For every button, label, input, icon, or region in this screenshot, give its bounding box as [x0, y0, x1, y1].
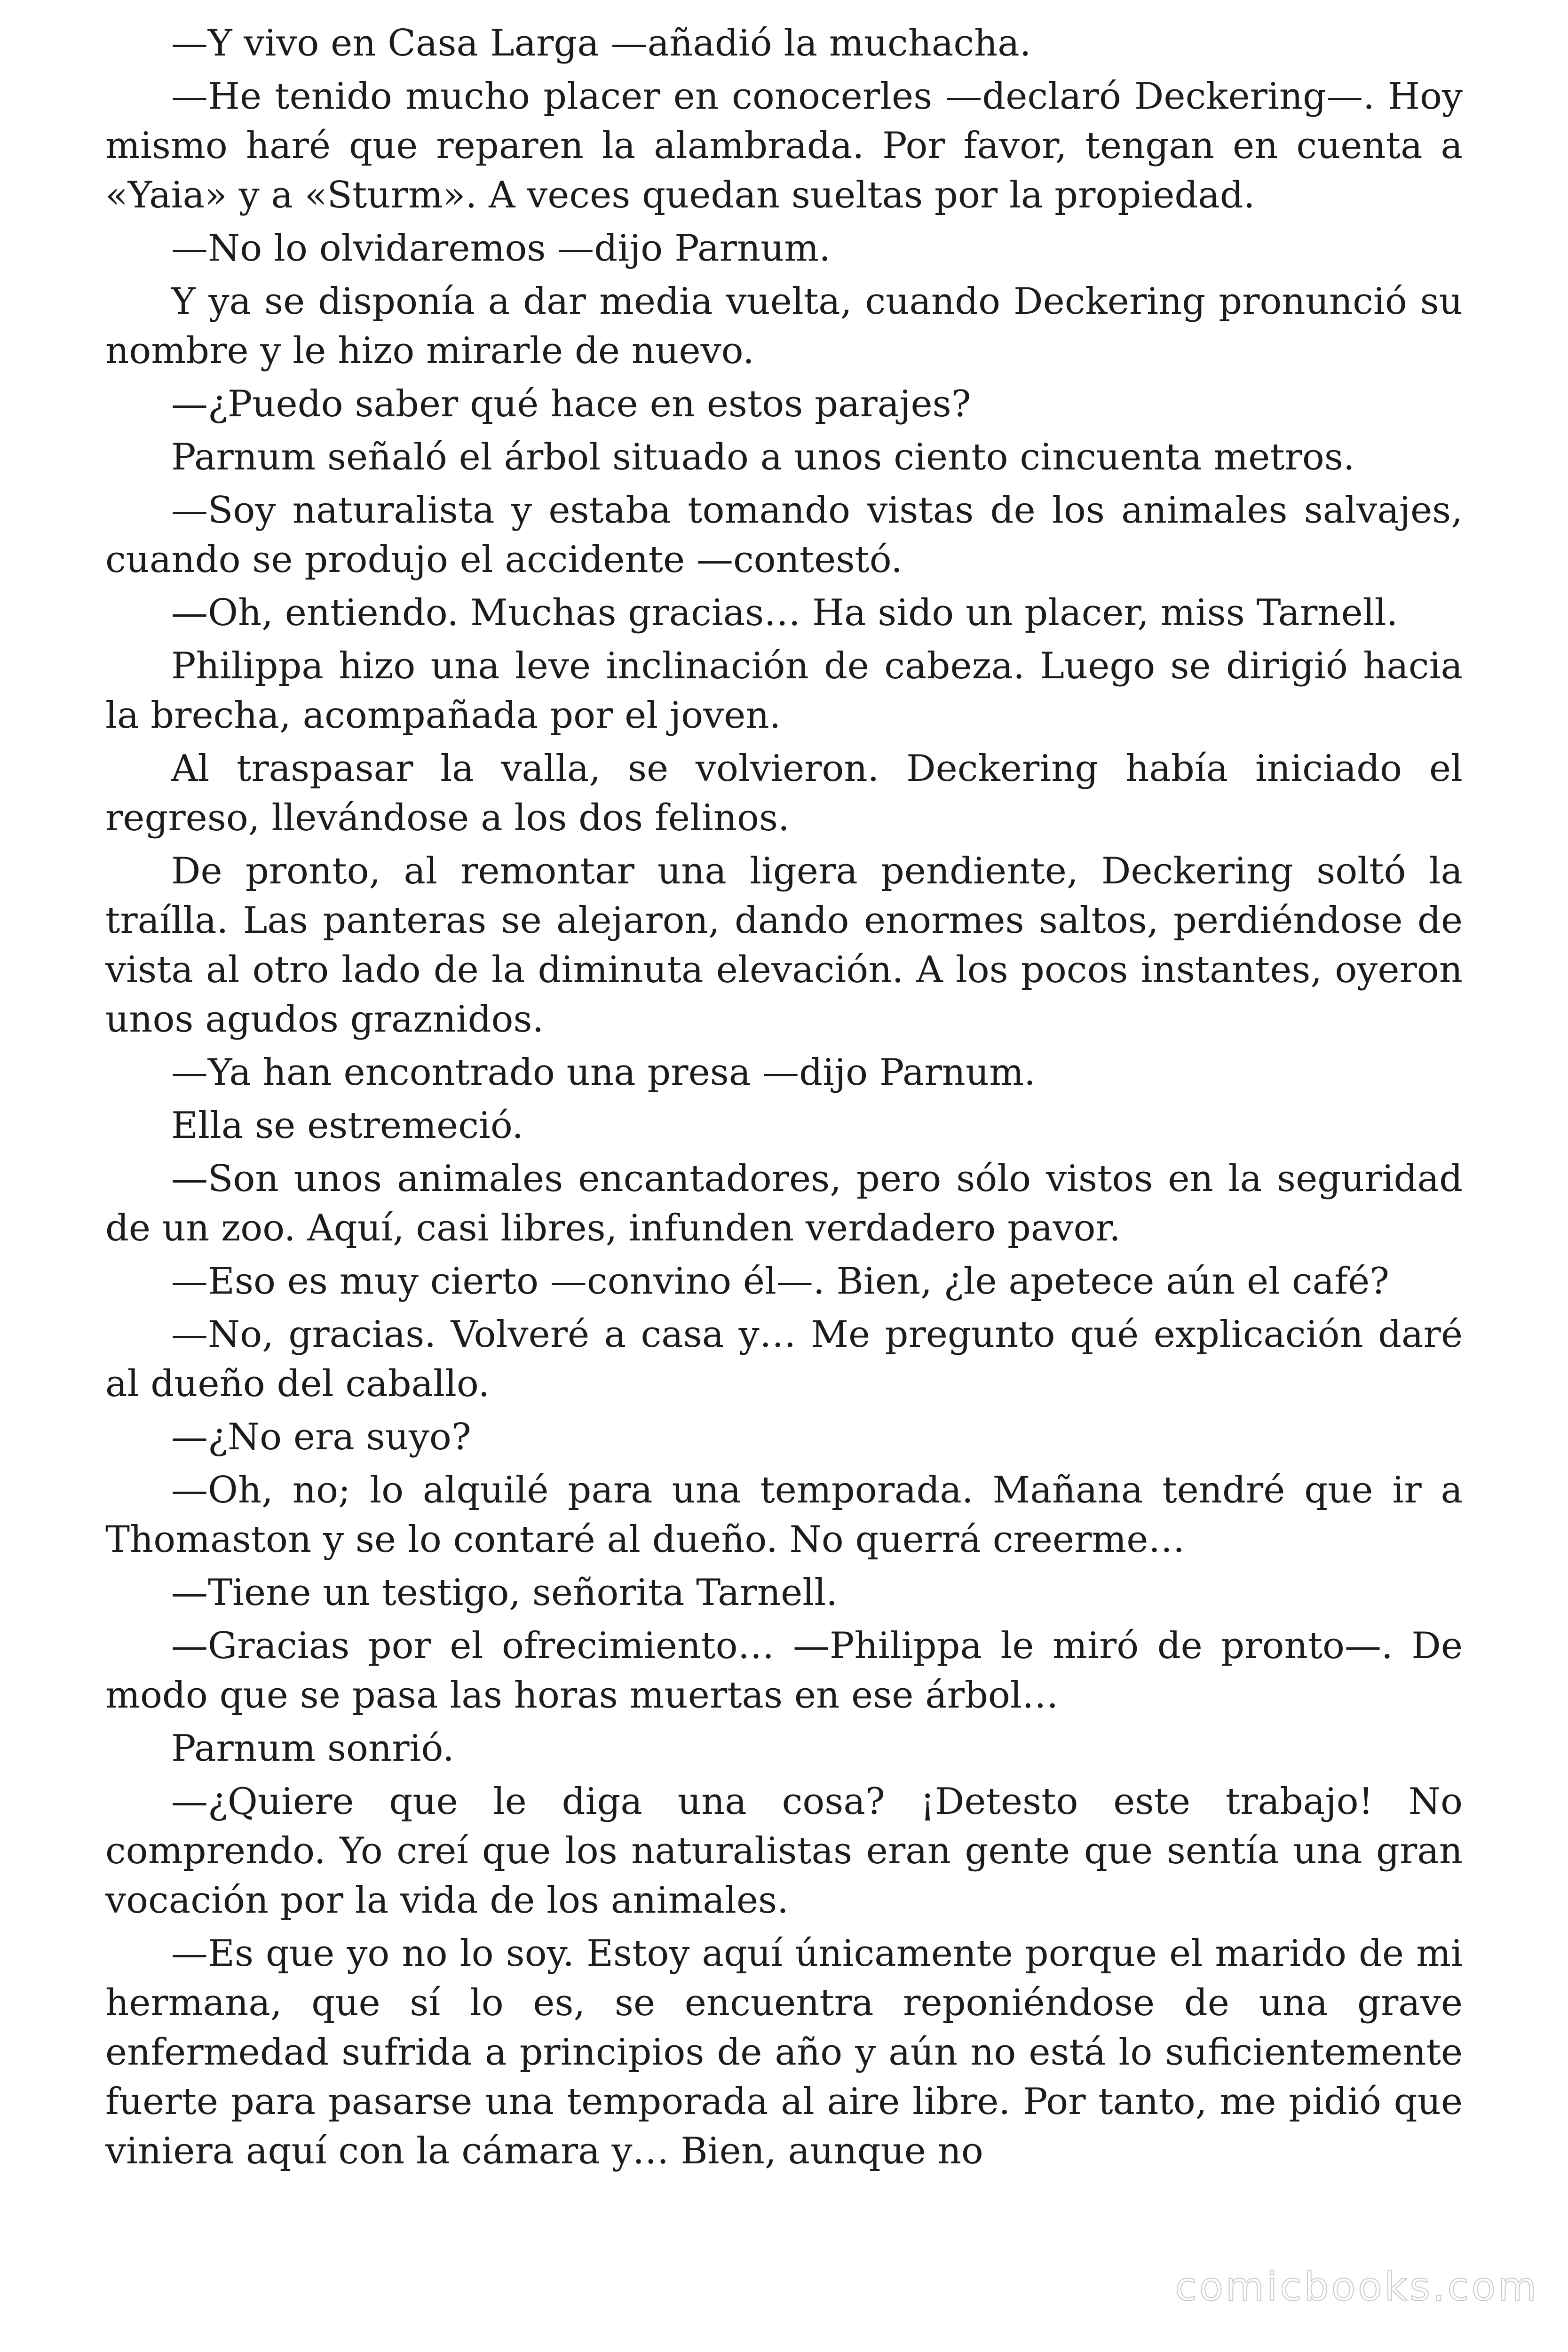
watermark: comicbooks.com [1175, 2264, 1539, 2310]
paragraph: —He tenido mucho placer en conocerles —declaró Deckering—. Hoy mismo haré que reparen la alambrada. Por favor, tengan en cuenta a «Yaia» y a «Sturm». A veces quedan sueltas por la propiedad. [105, 75, 1463, 216]
paragraph: —Soy naturalista y estaba tomando vistas de los animales salvajes, cuando se produjo el accidente —contestó. [105, 489, 1463, 581]
paragraph: —Oh, no; lo alquilé para una temporada. Mañana tendré que ir a Thomaston y se lo contaré al dueño. No querrá creerme… [105, 1469, 1463, 1561]
paragraph: Y ya se disponía a dar media vuelta, cuando Deckering pronunció su nombre y le hizo mirarle de nuevo. [105, 280, 1463, 372]
paragraph: —¿Quiere que le diga una cosa? ¡Detesto este trabajo! No comprendo. Yo creí que los naturalistas eran gente que sentía una gran vocación por la vida de los animales. [105, 1780, 1463, 1922]
paragraph: De pronto, al remontar una ligera pendiente, Deckering soltó la traílla. Las panteras se alejaron, dando enormes saltos, perdiéndose de vista al otro lado de la diminuta elevación. A los pocos instantes, oyeron unos agudos graznidos. [105, 850, 1463, 1041]
paragraph: —Oh, entiendo. Muchas gracias… Ha sido un placer, miss Tarnell. [171, 592, 1398, 634]
paragraph: —¿No era suyo? [171, 1416, 471, 1458]
paragraph: Ella se estremeció. [171, 1104, 524, 1147]
paragraph: —Es que yo no lo soy. Estoy aquí únicamente porque el marido de mi hermana, que sí lo es, se encuentra reponiéndose de una grave enfermedad sufrida a principios de año y aún no está lo suficientemente fuerte para pasarse una temporada al aire libre. Por tanto, me pidió que viniera aquí con la cámara y… Bien, aunque no [105, 1932, 1463, 2172]
paragraph: —Son unos animales encantadores, pero sólo vistos en la seguridad de un zoo. Aquí, casi libres, infunden verdadero pavor. [105, 1158, 1463, 1249]
paragraph: —Eso es muy cierto —convino él—. Bien, ¿le apetece aún el café? [171, 1260, 1389, 1303]
paragraph: Philippa hizo una leve inclinación de cabeza. Luego se dirigió hacia la brecha, acompañada por el joven. [105, 645, 1463, 737]
paragraph: —Y vivo en Casa Larga —añadió la muchacha. [171, 22, 1031, 64]
paragraph: —Gracias por el ofrecimiento… —Philippa le miró de pronto—. De modo que se pasa las horas muertas en ese árbol… [105, 1625, 1463, 1716]
paragraph: Al traspasar la valla, se volvieron. Deckering había iniciado el regreso, llevándose a los dos felinos. [105, 747, 1463, 839]
paragraph: —No lo olvidaremos —dijo Parnum. [171, 227, 831, 270]
page-text [105, 19, 1463, 2180]
paragraph: —Tiene un testigo, señorita Tarnell. [171, 1572, 838, 1614]
paragraph: —Ya han encontrado una presa —dijo Parnum. [171, 1051, 1036, 1094]
paragraph: Parnum sonrió. [171, 1727, 454, 1770]
paragraph: —No, gracias. Volveré a casa y… Me pregunto qué explicación daré al dueño del caballo. [105, 1313, 1463, 1405]
paragraph: Parnum señaló el árbol situado a unos ciento cincuenta metros. [171, 436, 1355, 478]
paragraph: —¿Puedo saber qué hace en estos parajes? [171, 383, 971, 425]
